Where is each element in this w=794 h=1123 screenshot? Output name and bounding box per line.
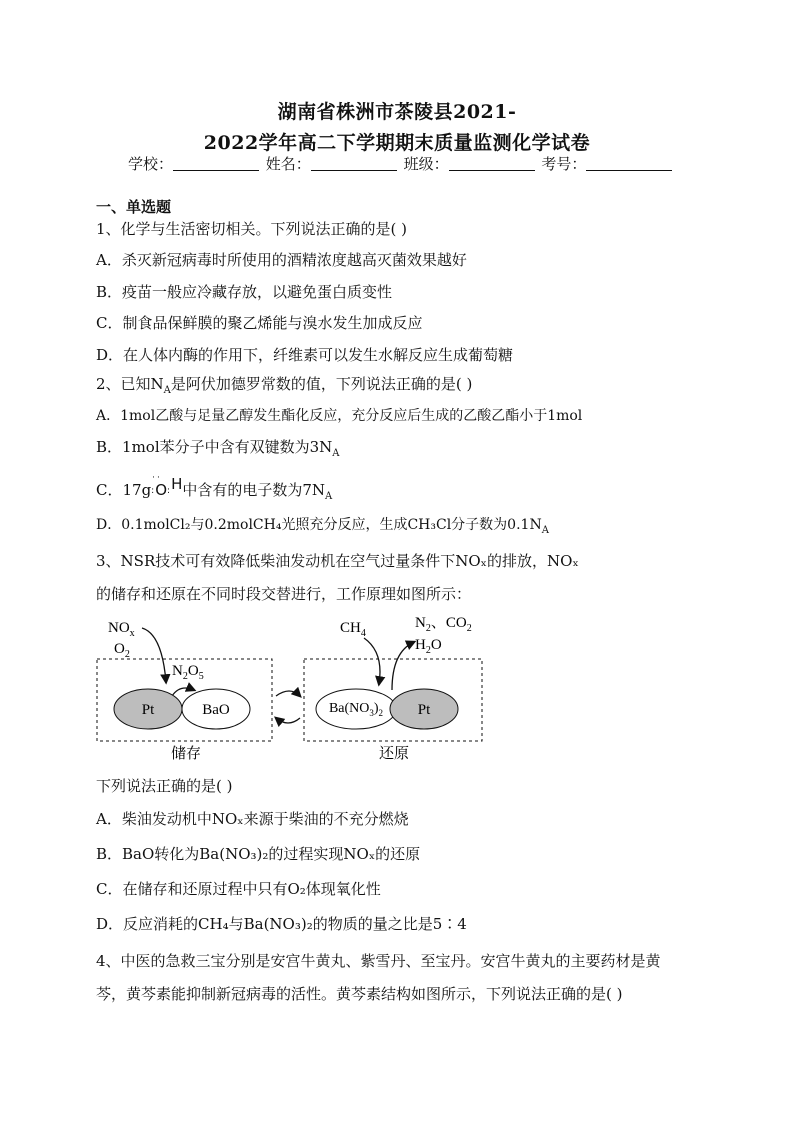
q1-option-c: C．制食品保鲜膜的聚乙烯能与溴水发生加成反应 bbox=[96, 314, 423, 332]
h2o-label: $H_2O$ bbox=[415, 637, 442, 656]
nsr-diagram bbox=[94, 612, 494, 762]
page-title-line2: 2022学年高二下学期期末质量监测化学试卷 bbox=[203, 132, 591, 154]
ch4-arrow bbox=[364, 638, 380, 684]
no-x-label: $NO_x$ bbox=[108, 620, 135, 639]
pt-label-right: Pt bbox=[417, 702, 431, 718]
exam-number-blank[interactable] bbox=[586, 156, 672, 171]
school-label: 学校： bbox=[128, 155, 174, 173]
pt-to-bao-arrow bbox=[172, 688, 194, 696]
ch4-label: $CH_4$ bbox=[340, 620, 366, 639]
q3-prompt: 下列说法正确的是( ) bbox=[96, 777, 233, 795]
bao-label: BaO bbox=[202, 702, 230, 718]
hydroxyl-structure: : ·· O:H bbox=[151, 473, 183, 499]
q2-option-b: B．1mol苯分子中含有双键数为$3N_A$ bbox=[96, 438, 340, 459]
cycle-arrow-right bbox=[276, 691, 300, 696]
class-blank[interactable] bbox=[449, 156, 535, 171]
q3-option-c: C．在储存和还原过程中只有O₂体现氧化性 bbox=[96, 880, 381, 898]
reduction-caption: 还原 bbox=[378, 746, 410, 762]
q4-stem-line2: 芩，黄芩素能抑制新冠病毒的活性。黄芩素结构如图所示，下列说法正确的是( ) bbox=[96, 985, 623, 1003]
ba-no3-label: $Ba(NO_3)_2$ bbox=[328, 701, 384, 718]
q1-option-a: A．杀灭新冠病毒时所使用的酒精浓度越高灭菌效果越好 bbox=[96, 251, 467, 269]
q2-option-a: A．1mol乙酸与足量乙醇发生酯化反应，充分反应后生成的乙酸乙酯小于1mol bbox=[96, 408, 583, 424]
q4-stem-line1: 4、中医的急救三宝分别是安宫牛黄丸、紫雪丹、至宝丹。安宫牛黄丸的主要药材是黄 bbox=[96, 952, 661, 970]
name-blank[interactable] bbox=[311, 156, 397, 171]
page-title-line1: 湖南省株洲市茶陵县2021- bbox=[277, 101, 517, 123]
q1-stem: 1、化学与生活密切相关。下列说法正确的是( ) bbox=[96, 220, 408, 238]
input-arrow bbox=[142, 628, 166, 682]
class-label: 班级： bbox=[403, 155, 449, 173]
cycle-arrow-left bbox=[276, 718, 300, 723]
n2o5-label: $N_2O_5$ bbox=[172, 663, 204, 682]
q3-option-d: D．反应消耗的CH₄与Ba(NO₃)₂的物质的量之比是5∶4 bbox=[96, 915, 467, 933]
product-arrow bbox=[392, 642, 414, 690]
q2-option-d: D．0.1molCl₂与0.2molCH₄光照充分反应，生成CH₃Cl分子数为$0.1N_A$ bbox=[96, 517, 549, 536]
section-heading: 一、单选题 bbox=[96, 198, 172, 216]
storage-caption: 储存 bbox=[170, 746, 202, 762]
exam-number-label: 考号： bbox=[541, 155, 587, 173]
student-info-row bbox=[128, 153, 674, 174]
q2-option-c: C．17g: ·· O:H中含有的电子数为$7N_A$ bbox=[96, 473, 333, 502]
q1-option-d: D．在人体内酶的作用下，纤维素可以发生水解反应生成葡萄糖 bbox=[96, 346, 514, 364]
q3-option-b: B．BaO转化为Ba(NO₃)₂的过程实现NOₓ的还原 bbox=[96, 845, 421, 863]
q2-stem: 2、已知$N_A$是阿伏加德罗常数的值，下列说法正确的是( ) bbox=[96, 375, 473, 396]
q3-option-a: A．柴油发动机中NOₓ来源于柴油的不充分燃烧 bbox=[96, 810, 409, 828]
n2-co2-label: $N_2$、$CO_2$ bbox=[415, 615, 472, 634]
pt-label-left: Pt bbox=[141, 702, 155, 718]
q1-option-b: B．疫苗一般应冷藏存放，以避免蛋白质变性 bbox=[96, 283, 393, 301]
o2-label: $O_2$ bbox=[114, 641, 130, 660]
q3-stem-line1: 3、NSR技术可有效降低柴油发动机在空气过量条件下NOₓ的排放，NOₓ bbox=[96, 552, 579, 570]
q3-stem-line2: 的储存和还原在不同时段交替进行，工作原理如图所示： bbox=[96, 585, 472, 603]
school-blank[interactable] bbox=[173, 156, 259, 171]
name-label: 姓名： bbox=[265, 155, 311, 173]
